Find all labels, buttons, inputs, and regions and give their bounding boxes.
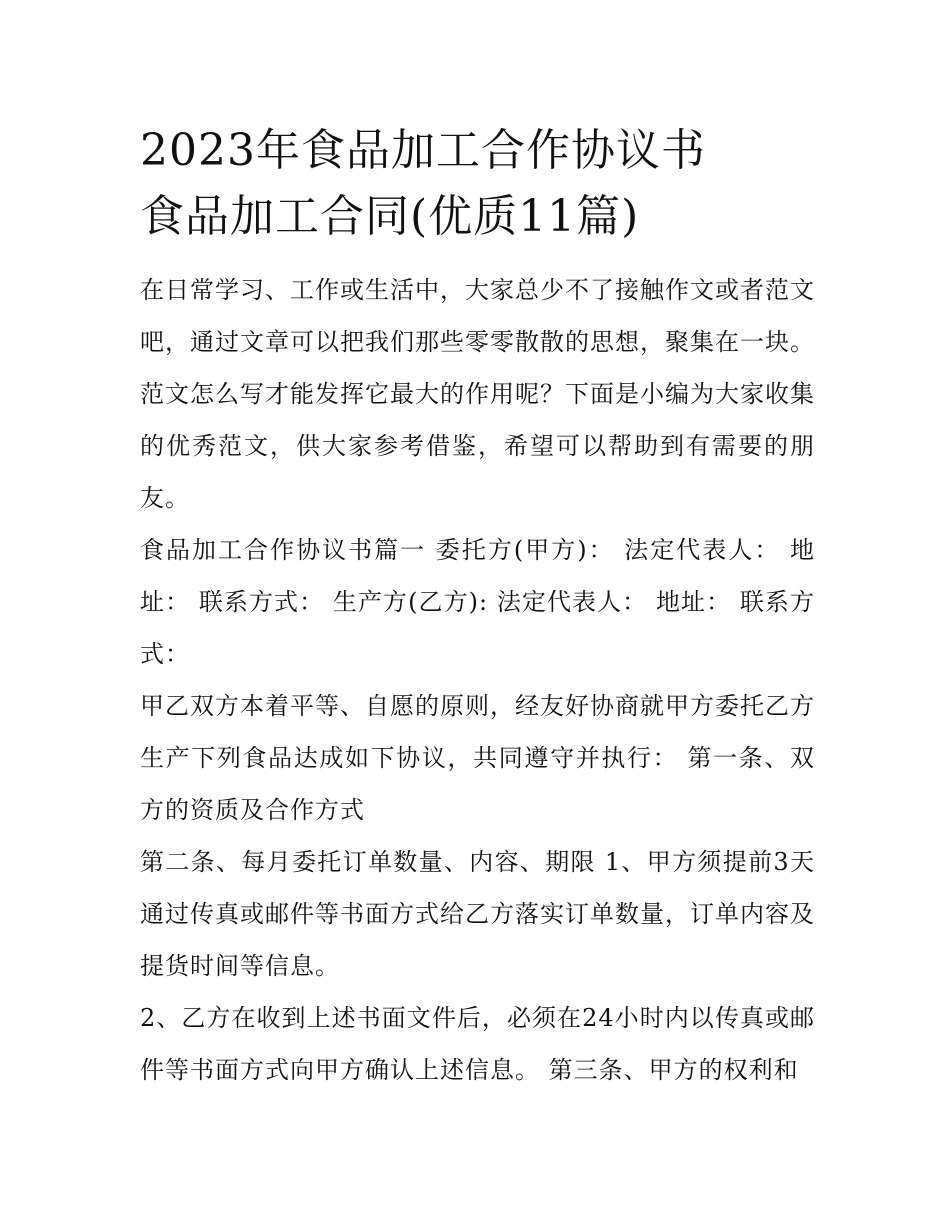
paragraph-intro: 在日常学习、工作或生活中，大家总少不了接触作文或者范文吧，通过文章可以把我们那些零零散散的思想，聚集在一块。范文怎么写才能发挥它最大的作用呢？下面是小编为大家收集的优秀范文，供大家参考借鉴，希望可以帮助到有需要的朋友。 [140, 276, 815, 512]
title-line-1: 2023年食品加工合作协议书 [140, 125, 706, 176]
paragraph-article-2-item-2: 2、乙方在收到上述书面文件后，必须在24小时内以传真或邮件等书面方式向甲方确认上述信息。 第三条、甲方的权利和 [140, 1004, 815, 1084]
title-line-2: 食品加工合同(优质11篇) [140, 191, 640, 242]
paragraph-article-2: 第二条、每月委托订单数量、内容、期限 1、甲方须提前3天通过传真或邮件等书面方式给乙方落实订单数量，订单内容及提货时间等信息。 [140, 848, 815, 980]
document-body [140, 118, 815, 1096]
paragraph-principles: 甲乙双方本着平等、自愿的原则，经友好协商就甲方委托乙方生产下列食品达成如下协议，共同遵守并执行： 第一条、双方的资质及合作方式 [140, 692, 815, 824]
paragraph-parties: 食品加工合作协议书篇一 委托方(甲方)： 法定代表人： 地址： 联系方式： 生产方(乙方): 法定代表人： 地址： 联系方式： [140, 536, 815, 668]
document-title [140, 118, 815, 250]
